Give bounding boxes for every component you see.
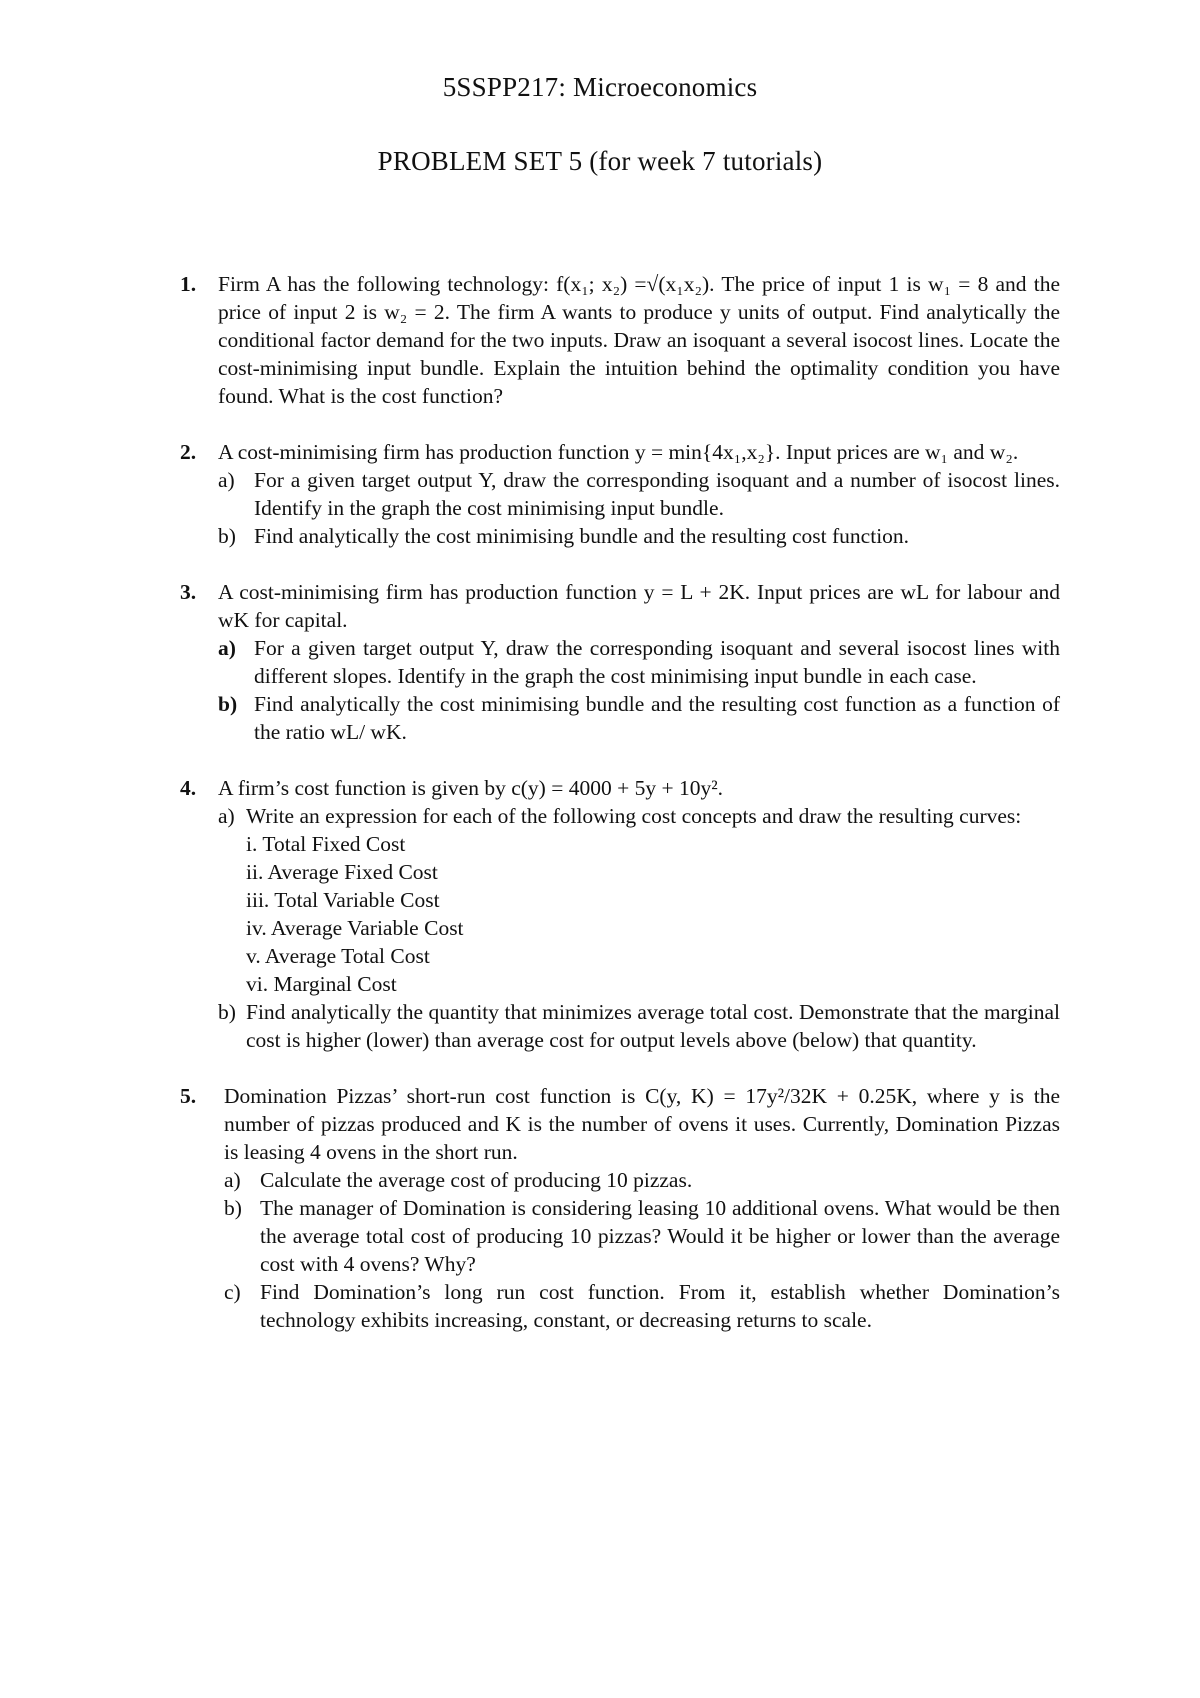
subquestion-text: For a given target output Y, draw the corresponding isoquant and several isocost lines with different slopes. Identify in the graph the cost minimising input bundle in each case. xyxy=(254,636,1060,688)
subquestion-b xyxy=(218,522,1060,550)
subquestion-text: Find Domination’s long run cost function. From it, establish whether Domination’s technology exhibits increasing, constant, or decreasing returns to scale. xyxy=(260,1280,1060,1332)
subquestion-text: Write an expression for each of the following cost concepts and draw the resulting curves: xyxy=(246,804,1022,828)
problem-number: 3. xyxy=(180,580,197,604)
problem-list xyxy=(180,270,1060,1362)
cost-concept-item: iv. Average Variable Cost xyxy=(246,916,464,940)
subquestion-label: b) xyxy=(218,692,238,716)
subquestion-label: a) xyxy=(218,804,235,828)
problem-4 xyxy=(180,774,1060,1054)
subquestion-text: For a given target output Y, draw the corresponding isoquant and a number of isocost lines. Identify in the graph the cost minimising input bundle. xyxy=(254,468,1060,520)
subquestion-label: c) xyxy=(224,1280,241,1304)
problem-1 xyxy=(180,270,1060,410)
subquestion-c xyxy=(224,1278,1060,1334)
subquestion-b xyxy=(218,998,1060,1054)
problem-text: A cost-minimising firm has production function y = min{4x₁,x₂}. Input prices are w₁ and w₂. xyxy=(218,440,1019,464)
cost-concept-list xyxy=(246,830,1060,998)
problem-number: 2. xyxy=(180,440,197,464)
subquestion-label: b) xyxy=(218,1000,236,1024)
subquestion-label: b) xyxy=(224,1196,242,1220)
cost-concept-item: v. Average Total Cost xyxy=(246,944,430,968)
subquestion-list xyxy=(224,1166,1060,1334)
problem-number: 4. xyxy=(180,776,197,800)
subquestion-list xyxy=(218,634,1060,746)
cost-concept-item: iii. Total Variable Cost xyxy=(246,888,440,912)
subquestion-text: The manager of Domination is considering leasing 10 additional ovens. What would be then the average total cost of producing 10 pizzas? Would it be higher or lower than the average cost with 4 ovens? Why? xyxy=(260,1196,1060,1276)
problem-3 xyxy=(180,578,1060,746)
subquestion-text: Find analytically the cost minimising bundle and the resulting cost function. xyxy=(254,524,910,548)
problem-text: A cost-minimising firm has production function y = L + 2K. Input prices are wL for labour and wK for capital. xyxy=(218,580,1060,632)
subquestion-label: b) xyxy=(218,524,236,548)
problem-number: 5. xyxy=(180,1084,197,1108)
subquestion-text: Calculate the average cost of producing 10 pizzas. xyxy=(260,1168,693,1192)
subquestion-a xyxy=(218,802,1060,998)
problem-set-title: PROBLEM SET 5 (for week 7 tutorials) xyxy=(377,146,823,176)
subquestion-label: a) xyxy=(224,1168,241,1192)
subquestion-a xyxy=(218,634,1060,690)
subquestion-a xyxy=(224,1166,1060,1194)
problem-text: A firm’s cost function is given by c(y) = 4000 + 5y + 10y². xyxy=(218,776,724,800)
cost-concept-item: vi. Marginal Cost xyxy=(246,972,397,996)
cost-concept-item: ii. Average Fixed Cost xyxy=(246,860,438,884)
subquestion-text: Find analytically the quantity that minimizes average total cost. Demonstrate that the marginal cost is higher (lower) than average cost for output levels above (below) that quantity. xyxy=(246,1000,1060,1052)
problem-number: 1. xyxy=(180,272,197,296)
subquestion-a xyxy=(218,466,1060,522)
cost-concept-item: i. Total Fixed Cost xyxy=(246,832,406,856)
course-title: 5SSPP217: Microeconomics xyxy=(442,72,758,102)
subquestion-label: a) xyxy=(218,636,236,660)
subquestion-b xyxy=(218,690,1060,746)
problem-2 xyxy=(180,438,1060,550)
subquestion-text: Find analytically the cost minimising bundle and the resulting cost function as a function of the ratio wL/ wK. xyxy=(254,692,1060,744)
problem-text: Domination Pizzas’ short-run cost function is C(y, K) = 17y²/32K + 0.25K, where y is the number of pizzas produced and K is the number of ovens it uses. Currently, Domination Pizzas is leasing 4 ovens in the short run. xyxy=(224,1084,1060,1164)
subquestion-list xyxy=(218,466,1060,550)
problem-text: Firm A has the following technology: f(x₁; x₂) =√(x₁x₂). The price of input 1 is w₁ = 8 and the price of input 2 is w₂ = 2. The firm A wants to produce y units of output. Find analytically the conditional factor demand for the two inputs. Draw an isoquant a several isocost lines. Locate the cost-minimising input bundle. Explain the intuition behind the optimality condition you have found. What is the cost function? xyxy=(218,272,1060,408)
subquestion-b xyxy=(224,1194,1060,1278)
subquestion-label: a) xyxy=(218,468,235,492)
problem-5 xyxy=(180,1082,1060,1334)
